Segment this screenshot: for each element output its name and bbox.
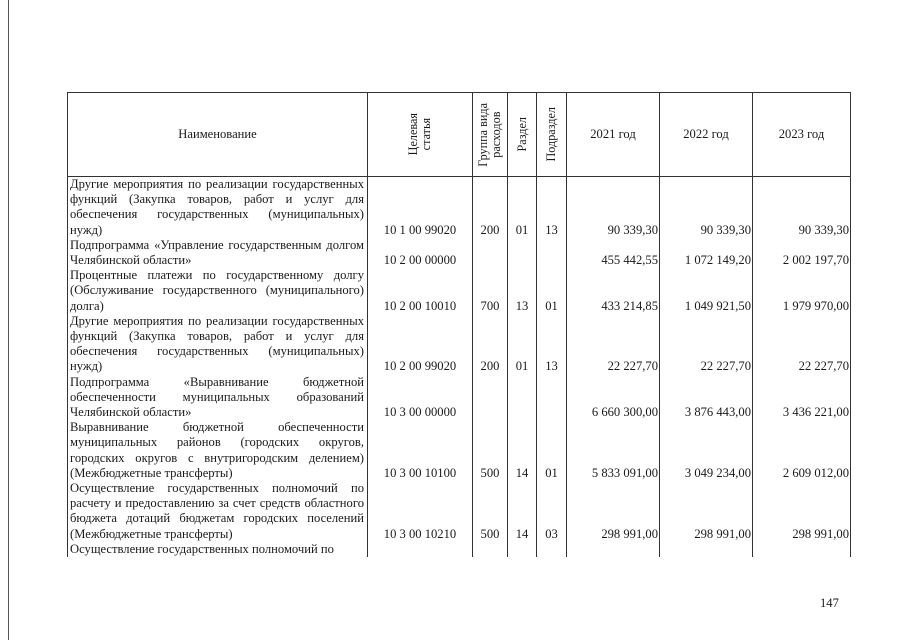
- table-row: [68, 314, 851, 375]
- row-name: Другие мероприятия по реализации государственных функций (Закупка товаров, работ и услуг для обеспечения государственных (муниципальных) нужд): [68, 314, 368, 375]
- table-row: [68, 420, 851, 481]
- row-group: 200: [473, 177, 508, 238]
- row-name: Подпрограмма «Выравнивание бюджетной обеспеченности муниципальных образований Челябинской области»: [68, 375, 368, 421]
- header-expense-group-label: Группа вида расходов: [476, 102, 503, 167]
- row-target: 10 2 00 00000: [368, 238, 473, 268]
- row-2021: 22 227,70: [567, 314, 660, 375]
- row-group: 200: [473, 314, 508, 375]
- row-section: 14: [508, 420, 537, 481]
- row-2021: [567, 542, 660, 557]
- row-section: [508, 238, 537, 268]
- row-2023: 90 339,30: [753, 177, 851, 238]
- row-2022: 3 049 234,00: [660, 420, 753, 481]
- row-section: [508, 542, 537, 557]
- row-target: 10 3 00 00000: [368, 375, 473, 421]
- row-2021: 455 442,55: [567, 238, 660, 268]
- table-row: [68, 238, 851, 268]
- row-subsection: 01: [537, 420, 567, 481]
- row-2022: 298 991,00: [660, 481, 753, 542]
- row-2023: 2 002 197,70: [753, 238, 851, 268]
- table-row: [68, 177, 851, 238]
- row-group: [473, 375, 508, 421]
- row-subsection: [537, 375, 567, 421]
- row-2022: 1 072 149,20: [660, 238, 753, 268]
- header-2023: 2023 год: [753, 93, 851, 177]
- row-2022: 1 049 921,50: [660, 268, 753, 314]
- row-name: Подпрограмма «Управление государственным долгом Челябинской области»: [68, 238, 368, 268]
- header-target-article: [368, 93, 473, 177]
- row-2022: 22 227,70: [660, 314, 753, 375]
- row-2021: 433 214,85: [567, 268, 660, 314]
- row-2021: 5 833 091,00: [567, 420, 660, 481]
- row-2023: [753, 542, 851, 557]
- row-2022: [660, 542, 753, 557]
- header-section: [508, 93, 537, 177]
- row-group: 500: [473, 420, 508, 481]
- row-group: 700: [473, 268, 508, 314]
- table-row: [68, 375, 851, 421]
- row-subsection: 13: [537, 177, 567, 238]
- table-header-row: [68, 93, 851, 177]
- row-subsection: 13: [537, 314, 567, 375]
- row-section: 01: [508, 314, 537, 375]
- table-row: [68, 542, 851, 557]
- row-subsection: [537, 542, 567, 557]
- header-section-label: Раздел: [514, 117, 529, 152]
- budget-table: [67, 92, 851, 557]
- row-2023: 2 609 012,00: [753, 420, 851, 481]
- row-target: 10 2 00 10010: [368, 268, 473, 314]
- row-2023: 298 991,00: [753, 481, 851, 542]
- row-2021: 298 991,00: [567, 481, 660, 542]
- row-2021: 6 660 300,00: [567, 375, 660, 421]
- row-2023: 22 227,70: [753, 314, 851, 375]
- table-row: [68, 481, 851, 542]
- header-name: Наименование: [68, 93, 368, 177]
- row-section: [508, 375, 537, 421]
- row-2023: 1 979 970,00: [753, 268, 851, 314]
- header-target-article-label: Целевая статья: [406, 113, 433, 156]
- row-subsection: 03: [537, 481, 567, 542]
- row-group: 500: [473, 481, 508, 542]
- header-expense-group: [473, 93, 508, 177]
- table-row: [68, 268, 851, 314]
- row-name: Выравнивание бюджетной обеспеченности муниципальных районов (городских округов, городских округов с внутригородским делением) (Межбюджетные трансферты): [68, 420, 368, 481]
- row-subsection: 01: [537, 268, 567, 314]
- margin-rule: [8, 0, 9, 640]
- header-subsection: [537, 93, 567, 177]
- row-section: 13: [508, 268, 537, 314]
- row-section: 14: [508, 481, 537, 542]
- row-section: 01: [508, 177, 537, 238]
- page-number: 147: [820, 596, 839, 610]
- row-name: Осуществление государственных полномочий по расчету и предоставлению за счет средств областного бюджета дотаций бюджетам городских поселений (Межбюджетные трансферты): [68, 481, 368, 542]
- row-group: [473, 542, 508, 557]
- row-target: 10 2 00 99020: [368, 314, 473, 375]
- row-name: Другие мероприятия по реализации государственных функций (Закупка товаров, работ и услуг для обеспечения государственных (муниципальных) нужд): [68, 177, 368, 238]
- row-target: 10 1 00 99020: [368, 177, 473, 238]
- header-2022: 2022 год: [660, 93, 753, 177]
- row-name: Осуществление государственных полномочий по: [68, 542, 368, 557]
- header-subsection-label: Подраздел: [544, 107, 558, 162]
- row-target: [368, 542, 473, 557]
- row-2022: 3 876 443,00: [660, 375, 753, 421]
- row-2021: 90 339,30: [567, 177, 660, 238]
- row-target: 10 3 00 10100: [368, 420, 473, 481]
- row-name: Процентные платежи по государственному долгу (Обслуживание государственного (муниципального) долга): [68, 268, 368, 314]
- row-subsection: [537, 238, 567, 268]
- header-2021: 2021 год: [567, 93, 660, 177]
- row-group: [473, 238, 508, 268]
- row-2023: 3 436 221,00: [753, 375, 851, 421]
- row-target: 10 3 00 10210: [368, 481, 473, 542]
- row-2022: 90 339,30: [660, 177, 753, 238]
